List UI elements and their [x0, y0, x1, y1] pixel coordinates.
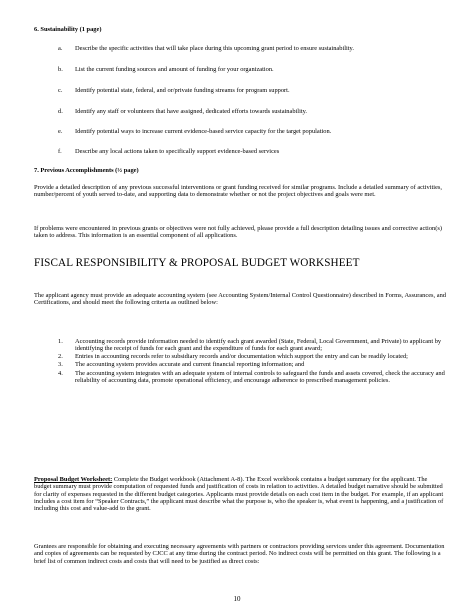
page-number: 10 [233, 595, 241, 603]
list-item-text: Identify potential ways to increase current evidence-based service capacity for the target population. [75, 128, 332, 135]
section-7-paragraph-1: Provide a detailed description of any previous successful interventions or grant funding received for similar programs. Include a detailed summary of activities, number/percent of youth served to-date, and supporting data to demonstrate whether or not the project objectives and goals were met. [34, 184, 442, 199]
list-item-label: a. [58, 45, 63, 52]
list-item [58, 361, 458, 368]
list-item [58, 338, 458, 353]
section-7-heading: 7. Previous Accomplishments (½ page) [34, 167, 139, 174]
budget-worksheet-label: Proposal Budget Worksheet: [34, 476, 113, 483]
list-item-number: 3. [58, 361, 63, 369]
list-item-text: Identify any staff or volunteers that have assigned, dedicated efforts towards sustainability. [75, 108, 308, 115]
list-item-label: d. [58, 108, 63, 115]
list-item [58, 370, 458, 385]
section-7-paragraph-2: If problems were encountered in previous grants or objectives were not fully achieved, please provide a full description detailing issues and corrective action(s) taken to address. This information is an essential component of all applications. [34, 225, 442, 240]
list-item-number: 4. [58, 369, 63, 377]
list-item-number: 2. [58, 353, 63, 361]
list-item-text: The accounting system integrates with an adequate system of internal controls to safeguard the funds and assets covered, check the accuracy and reliability of accounting data, promote operational efficiency, and encourage adherence to prescribed management policies. [75, 369, 445, 384]
list-item-text: The accounting system provides accurate and current financial reporting information; and [75, 361, 305, 369]
list-item [58, 66, 458, 73]
list-item [58, 353, 458, 360]
list-item-text: Identify potential state, federal, and or/private funding streams for program support. [75, 87, 290, 94]
list-item [58, 108, 458, 115]
budget-worksheet-paragraph [34, 476, 446, 512]
section-6-heading: 6. Sustainability (1 page) [34, 26, 102, 33]
list-item-label: b. [58, 66, 63, 73]
grantees-paragraph: Grantees are responsible for obtaining and executing necessary agreements with partners or contractors providing services under this agreement. Documentation and copies of agreements can be requested by CJCC at any time during the contract period. No indirect costs will be permitted on this grant. The following is a brief list of common indirect costs and costs that will need to be justified as direct costs: [34, 543, 445, 565]
list-item [58, 45, 458, 52]
list-item-label: c. [58, 87, 63, 94]
fiscal-section-title: FISCAL RESPONSIBILITY & PROPOSAL BUDGET WORKSHEET [34, 257, 360, 269]
list-item [58, 87, 458, 94]
budget-worksheet-text: Complete the Budget workbook (Attachment A-8). The Excel workbook contains a budget summary for the applicant. The budget summary must provide computation of requested funds and justification of costs in relation to activities. A detailed budget narrative should be submitted for clarity of expenses requested in the different budget categories. Applicants must provide details on each cost item in the budget. For example, if an applicant includes a cost item for “Speaker Contracts,” the applicant must describe what the purpose is, who the speaker is, what event is happening, and a justification of including this cost and value-add to the grant. [34, 476, 444, 513]
list-item-number: 1. [58, 338, 63, 345]
list-item [58, 128, 458, 135]
fiscal-intro-paragraph: The applicant agency must provide an adequate accounting system (see Accounting System/Internal Control Questionnaire) described in Forms, Assurances, and Certifications, and should meet the following criteria as outlined below: [34, 292, 446, 307]
list-item-text: Describe the specific activities that will take place during this upcoming grant period to ensure sustainability. [75, 45, 354, 52]
list-item-text: Entries in accounting records refer to subsidiary records and/or documentation which support the entry and can be readily located; [75, 353, 408, 361]
list-item-text: List the current funding sources and amount of funding for your organization. [75, 66, 274, 73]
list-item-text: Accounting records provide information needed to identify each grant awarded (State, Federal, Local Government, and Private) to applicant by identifying the receipt of funds for each grant and the expenditure of funds for each grant award; [75, 338, 442, 353]
list-item [58, 148, 458, 155]
list-item-label: e. [58, 128, 63, 135]
list-item-text: Describe any local actions taken to specifically support evidence-based services [75, 148, 280, 155]
accounting-criteria-list [58, 338, 458, 385]
list-item-label: f. [58, 148, 62, 155]
